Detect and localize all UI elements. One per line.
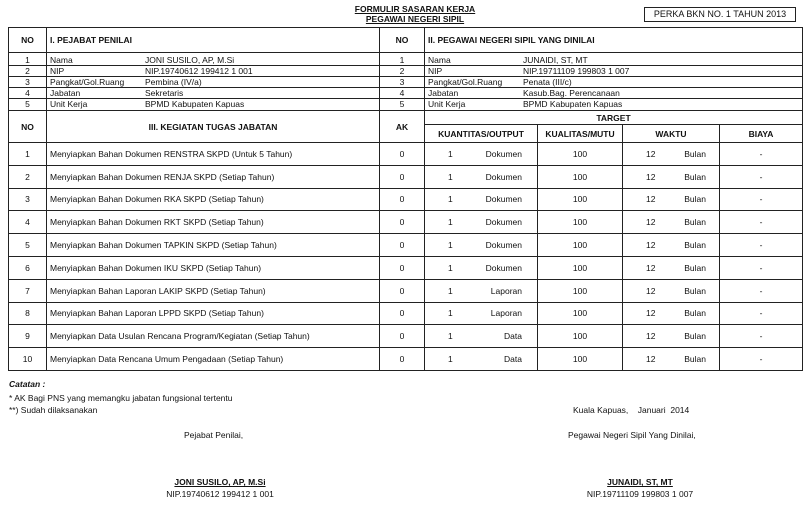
table-row xyxy=(9,279,803,302)
activity-time xyxy=(623,279,720,302)
place-date: Kuala Kapuas, Januari 2014 xyxy=(573,405,690,415)
activity-quality: 100 xyxy=(538,348,623,371)
quantity-unit: Dokumen xyxy=(485,240,522,251)
activity-quantity xyxy=(425,188,538,211)
time-wrap xyxy=(626,354,716,364)
activity-no: 9 xyxy=(9,325,47,348)
activity-time xyxy=(623,234,720,257)
activity-cost: - xyxy=(720,348,803,371)
activity-time xyxy=(623,348,720,371)
pns-field xyxy=(425,66,803,77)
penilai-label: Jabatan xyxy=(50,88,81,98)
perka-box: PERKA BKN NO. 1 TAHUN 2013 xyxy=(644,7,796,22)
quantity-value: 1 xyxy=(448,171,453,182)
time-value: 12 xyxy=(646,262,656,273)
penilai-value: NIP.19740612 199412 1 001 xyxy=(145,66,253,76)
quantity-unit: Data xyxy=(504,331,522,342)
activity-cost: - xyxy=(720,279,803,302)
time-unit: Bulan xyxy=(684,285,706,296)
pns-value: NIP.19711109 199803 1 007 xyxy=(523,66,630,76)
activity-no: 7 xyxy=(9,279,47,302)
penilai-field xyxy=(47,66,380,77)
time-wrap xyxy=(626,149,716,159)
activity-cost: - xyxy=(720,325,803,348)
quantity-value: 1 xyxy=(448,354,453,365)
activity-name: Menyiapkan Bahan Dokumen RKT SKPD (Setiap Tahun) xyxy=(47,211,380,234)
time-unit: Bulan xyxy=(684,217,706,228)
activity-quantity xyxy=(425,325,538,348)
time-unit: Bulan xyxy=(684,194,706,205)
activity-name: Menyiapkan Bahan Laporan LAKIP SKPD (Setiap Tahun) xyxy=(47,279,380,302)
info-row xyxy=(9,77,803,88)
time-value: 12 xyxy=(646,308,656,319)
quantity-wrap xyxy=(428,194,534,204)
quantity-wrap xyxy=(428,240,534,250)
activity-no: 8 xyxy=(9,302,47,325)
time-unit: Bulan xyxy=(684,240,706,251)
pns-value: BPMD Kabupaten Kapuas xyxy=(523,99,623,109)
time-wrap xyxy=(626,263,716,273)
time-value: 12 xyxy=(646,285,656,296)
table-row xyxy=(9,256,803,279)
quantity-unit: Laporan xyxy=(490,308,522,319)
activity-time xyxy=(623,256,720,279)
pns-signature-nip: NIP.19711109 199803 1 007 xyxy=(586,489,694,499)
activity-name: Menyiapkan Bahan Dokumen IKU SKPD (Setiap Tahun) xyxy=(47,256,380,279)
info-row xyxy=(9,53,803,66)
quantity-wrap xyxy=(428,308,534,318)
table-row xyxy=(9,348,803,371)
quantity-value: 1 xyxy=(448,308,453,319)
activity-quantity xyxy=(425,165,538,188)
time-unit: Bulan xyxy=(684,171,706,182)
quantity-value: 1 xyxy=(448,194,453,205)
activity-time xyxy=(623,165,720,188)
pns-label: NIP xyxy=(428,66,443,76)
quantity-unit: Dokumen xyxy=(485,148,522,159)
quantity-value: 1 xyxy=(448,331,453,342)
activity-quantity xyxy=(425,302,538,325)
activity-cost: - xyxy=(720,143,803,166)
activity-quality: 100 xyxy=(538,302,623,325)
kualitas-header: KUALITAS/MUTU xyxy=(538,125,623,143)
quantity-wrap xyxy=(428,354,534,364)
pns-field xyxy=(425,99,803,111)
table-row xyxy=(9,165,803,188)
activity-ak: 0 xyxy=(380,279,425,302)
penilai-header: I. PEJABAT PENILAI xyxy=(47,28,380,53)
activity-time xyxy=(623,211,720,234)
activity-quantity xyxy=(425,348,538,371)
penilai-no: 4 xyxy=(9,88,47,99)
time-value: 12 xyxy=(646,148,656,159)
activity-name: Menyiapkan Bahan Dokumen RKA SKPD (Setiap Tahun) xyxy=(47,188,380,211)
time-value: 12 xyxy=(646,240,656,251)
activity-ak: 0 xyxy=(380,256,425,279)
kegiatan-header: III. KEGIATAN TUGAS JABATAN xyxy=(47,111,380,143)
quantity-value: 1 xyxy=(448,148,453,159)
pns-label: Jabatan xyxy=(428,88,459,98)
activity-cost: - xyxy=(720,256,803,279)
skp-table xyxy=(8,27,803,371)
penilai-no: 3 xyxy=(9,77,47,88)
penilai-no: 5 xyxy=(9,99,47,111)
time-value: 12 xyxy=(646,331,656,342)
pns-label: Nama xyxy=(428,55,451,65)
activity-quantity xyxy=(425,211,538,234)
pns-sign-label: Pegawai Negeri Sipil Yang Dinilai, xyxy=(568,430,696,440)
activity-quality: 100 xyxy=(538,256,623,279)
activity-time xyxy=(623,188,720,211)
time-unit: Bulan xyxy=(684,148,706,159)
activity-time xyxy=(623,143,720,166)
biaya-header: BIAYA xyxy=(720,125,803,143)
pns-value: JUNAIDI, ST, MT xyxy=(523,55,588,65)
activity-no: 1 xyxy=(9,143,47,166)
penilai-no: 2 xyxy=(9,66,47,77)
activity-name: Menyiapkan Bahan Dokumen RENJA SKPD (Setiap Tahun) xyxy=(47,165,380,188)
pns-field xyxy=(425,77,803,88)
pns-no: 1 xyxy=(380,53,425,66)
activity-quality: 100 xyxy=(538,165,623,188)
table-row xyxy=(9,302,803,325)
catatan-label: Catatan : xyxy=(9,379,46,389)
no-header: NO xyxy=(9,28,47,53)
kuantitas-header: KUANTITAS/OUTPUT xyxy=(425,125,538,143)
penilai-value: Sekretaris xyxy=(145,88,184,98)
activity-ak: 0 xyxy=(380,211,425,234)
activity-no: 3 xyxy=(9,188,47,211)
activity-header-row xyxy=(9,111,803,125)
activity-quality: 100 xyxy=(538,279,623,302)
time-wrap xyxy=(626,308,716,318)
activity-quality: 100 xyxy=(538,188,623,211)
quantity-value: 1 xyxy=(448,217,453,228)
time-value: 12 xyxy=(646,171,656,182)
activity-ak: 0 xyxy=(380,325,425,348)
time-value: 12 xyxy=(646,217,656,228)
activity-name: Menyiapkan Bahan Laporan LPPD SKPD (Setiap Tahun) xyxy=(47,302,380,325)
pns-value: Penata (III/c) xyxy=(523,77,572,87)
activity-quality: 100 xyxy=(538,325,623,348)
activity-quantity xyxy=(425,279,538,302)
time-unit: Bulan xyxy=(684,331,706,342)
activity-name: Menyiapkan Data Usulan Rencana Program/Kegiatan (Setiap Tahun) xyxy=(47,325,380,348)
activity-ak: 0 xyxy=(380,165,425,188)
activity-quantity xyxy=(425,234,538,257)
quantity-value: 1 xyxy=(448,262,453,273)
activity-name: Menyiapkan Bahan Dokumen TAPKIN SKPD (Setiap Tahun) xyxy=(47,234,380,257)
time-unit: Bulan xyxy=(684,308,706,319)
activity-no: 6 xyxy=(9,256,47,279)
penilai-field xyxy=(47,88,380,99)
activity-cost: - xyxy=(720,302,803,325)
no-header-3: NO xyxy=(9,111,47,143)
activity-cost: - xyxy=(720,165,803,188)
pns-no: 4 xyxy=(380,88,425,99)
quantity-wrap xyxy=(428,217,534,227)
waktu-header: WAKTU xyxy=(623,125,720,143)
activity-quality: 100 xyxy=(538,234,623,257)
penilai-signature-name: JONI SUSILO, AP, M.Si xyxy=(174,477,266,487)
activity-quality: 100 xyxy=(538,211,623,234)
time-wrap xyxy=(626,331,716,341)
activity-cost: - xyxy=(720,234,803,257)
pns-header: II. PEGAWAI NEGERI SIPIL YANG DINILAI xyxy=(425,28,803,53)
note-done: **) Sudah dilaksanakan xyxy=(9,405,98,415)
quantity-unit: Data xyxy=(504,354,522,365)
quantity-unit: Dokumen xyxy=(485,217,522,228)
time-value: 12 xyxy=(646,194,656,205)
quantity-value: 1 xyxy=(448,240,453,251)
penilai-label: Unit Kerja xyxy=(50,99,88,109)
activity-time xyxy=(623,302,720,325)
quantity-unit: Laporan xyxy=(490,285,522,296)
activity-cost: - xyxy=(720,211,803,234)
pns-field xyxy=(425,53,803,66)
activity-no: 10 xyxy=(9,348,47,371)
penilai-value: BPMD Kabupaten Kapuas xyxy=(145,99,245,109)
quantity-unit: Dokumen xyxy=(485,262,522,273)
time-wrap xyxy=(626,194,716,204)
table-row xyxy=(9,211,803,234)
table-row xyxy=(9,188,803,211)
quantity-wrap xyxy=(428,149,534,159)
penilai-label: Nama xyxy=(50,55,73,65)
penilai-field xyxy=(47,99,380,111)
activity-time xyxy=(623,325,720,348)
no-header-2: NO xyxy=(380,28,425,53)
pns-no: 2 xyxy=(380,66,425,77)
activity-no: 2 xyxy=(9,165,47,188)
penilai-label: Pangkat/Gol.Ruang xyxy=(50,77,125,87)
info-row xyxy=(9,99,803,111)
table-row xyxy=(9,325,803,348)
pns-no: 5 xyxy=(380,99,425,111)
quantity-unit: Dokumen xyxy=(485,194,522,205)
quantity-wrap xyxy=(428,172,534,182)
time-wrap xyxy=(626,240,716,250)
activity-no: 4 xyxy=(9,211,47,234)
info-row xyxy=(9,88,803,99)
quantity-wrap xyxy=(428,263,534,273)
ak-header: AK xyxy=(380,111,425,143)
activity-quantity xyxy=(425,256,538,279)
penilai-value: Pembina (IV/a) xyxy=(145,77,202,87)
activity-ak: 0 xyxy=(380,302,425,325)
penilai-sign-label: Pejabat Penilai, xyxy=(184,430,244,440)
pns-no: 3 xyxy=(380,77,425,88)
quantity-wrap xyxy=(428,286,534,296)
target-header: TARGET xyxy=(425,111,803,125)
quantity-unit: Dokumen xyxy=(485,171,522,182)
pns-field xyxy=(425,88,803,99)
pns-label: Unit Kerja xyxy=(428,99,466,109)
penilai-signature-nip: NIP.19740612 199412 1 001 xyxy=(166,489,274,499)
activity-ak: 0 xyxy=(380,143,425,166)
info-row xyxy=(9,66,803,77)
table-row xyxy=(9,143,803,166)
penilai-field xyxy=(47,77,380,88)
note-ak: * AK Bagi PNS yang memangku jabatan fungsional tertentu xyxy=(9,393,233,403)
activity-ak: 0 xyxy=(380,348,425,371)
activity-quantity xyxy=(425,143,538,166)
penilai-no: 1 xyxy=(9,53,47,66)
quantity-wrap xyxy=(428,331,534,341)
pns-label: Pangkat/Gol.Ruang xyxy=(428,77,503,87)
time-wrap xyxy=(626,172,716,182)
pns-value: Kasub.Bag. Perencanaan xyxy=(523,88,620,98)
form-title: FORMULIR SASARAN KERJA xyxy=(354,4,476,14)
time-unit: Bulan xyxy=(684,354,706,365)
penilai-label: NIP xyxy=(50,66,65,76)
penilai-field xyxy=(47,53,380,66)
activity-ak: 0 xyxy=(380,188,425,211)
time-value: 12 xyxy=(646,354,656,365)
pns-signature-name: JUNAIDI, ST, MT xyxy=(607,477,673,487)
activity-quality: 100 xyxy=(538,143,623,166)
activity-name: Menyiapkan Data Rencana Umum Pengadaan (Setiap Tahun) xyxy=(47,348,380,371)
form-subtitle: PEGAWAI NEGERI SIPIL xyxy=(365,14,465,24)
table-row xyxy=(9,234,803,257)
activity-name: Menyiapkan Bahan Dokumen RENSTRA SKPD (Untuk 5 Tahun) xyxy=(47,143,380,166)
activity-list xyxy=(9,143,803,371)
activity-no: 5 xyxy=(9,234,47,257)
personnel-info xyxy=(9,53,803,111)
activity-cost: - xyxy=(720,188,803,211)
time-unit: Bulan xyxy=(684,262,706,273)
quantity-value: 1 xyxy=(448,285,453,296)
personnel-header-row xyxy=(9,28,803,53)
time-wrap xyxy=(626,286,716,296)
time-wrap xyxy=(626,217,716,227)
activity-ak: 0 xyxy=(380,234,425,257)
penilai-value: JONI SUSILO, AP, M.Si xyxy=(145,55,235,65)
